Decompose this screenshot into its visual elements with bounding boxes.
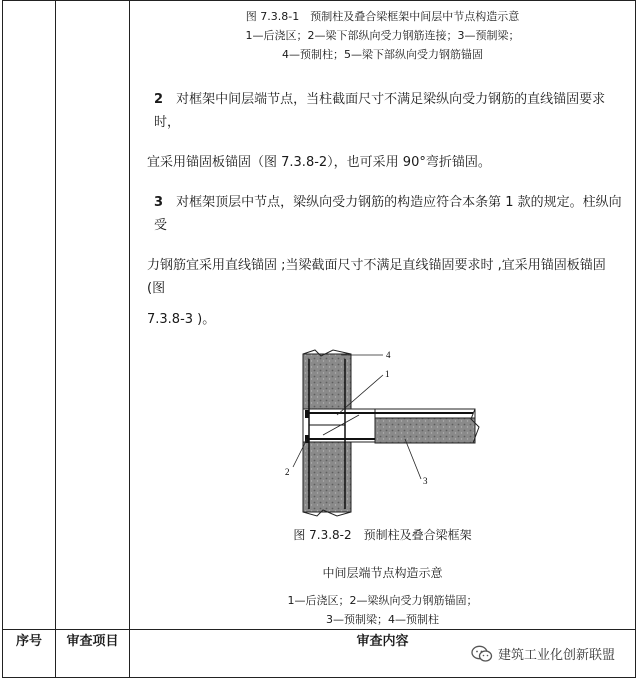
clause-3-number: 3	[154, 195, 164, 210]
top-caption-legend-1: 1—后浇区；2—梁下部纵向受力钢筋连接；3—预制梁；	[245, 29, 520, 42]
figure-label-4: 4	[385, 350, 390, 360]
clause-3-line-3: 7.3.8-3 )。	[147, 312, 216, 327]
bottom-caption-subtitle: 中间层端节点构造示意	[322, 566, 443, 580]
serial-cell	[3, 1, 56, 630]
figure-label-2: 2	[284, 467, 289, 477]
clause-3-line-1: 3 对框架顶层中节点，梁纵向受力钢筋的构造应符合本条第 1 款的规定。柱纵向受	[154, 195, 622, 233]
item-cell	[56, 1, 130, 630]
bottom-caption-legend-2: 3—预制梁；4—预制柱	[326, 613, 439, 626]
top-caption-legend-2: 4—预制柱；5—梁下部纵向受力钢筋锚固	[282, 48, 483, 61]
column-lower	[303, 442, 351, 512]
review-table	[2, 0, 636, 678]
clause-3-line-2: 力钢筋宜采用直线锚固 ;当梁截面尺寸不满足直线锚固要求时 ,宜采用锚固板锚固(图	[147, 258, 606, 296]
clause-2-line-2: 宜采用锚固板锚固（图 7.3.8-2），也可采用 90°弯折锚固。	[147, 155, 491, 170]
column-upper	[303, 354, 351, 409]
joint-section-figure	[283, 339, 483, 519]
precast-beam	[375, 418, 475, 443]
clause-2-number: 2	[154, 92, 164, 107]
figure-label-3: 3	[422, 476, 427, 486]
watermark	[471, 630, 615, 677]
header-review-item: 审查项目	[56, 630, 130, 678]
content-row	[3, 1, 636, 630]
header-row	[3, 630, 636, 678]
header-serial: 序号	[3, 630, 56, 678]
figure-label-1: 1	[384, 369, 389, 379]
header-review-content-cell	[130, 630, 636, 678]
top-caption-title: 图 7.3.8-1 预制柱及叠合梁框架中间层中节点构造示意	[245, 10, 520, 23]
watermark-text: 建筑工业化创新联盟	[497, 648, 615, 663]
bottom-caption-legend-1: 1—后浇区；2—梁纵向受力钢筋锚固；	[287, 594, 478, 607]
header-review-content: 审查内容	[356, 634, 409, 649]
clause-2-line-1: 2 对框架中间层端节点，当柱截面尺寸不满足梁纵向受力钢筋的直线锚固要求时，	[154, 92, 606, 130]
wechat-icon	[471, 645, 493, 663]
content-cell	[130, 1, 636, 630]
bottom-caption-title: 图 7.3.8-2 预制柱及叠合梁框架	[293, 528, 472, 542]
